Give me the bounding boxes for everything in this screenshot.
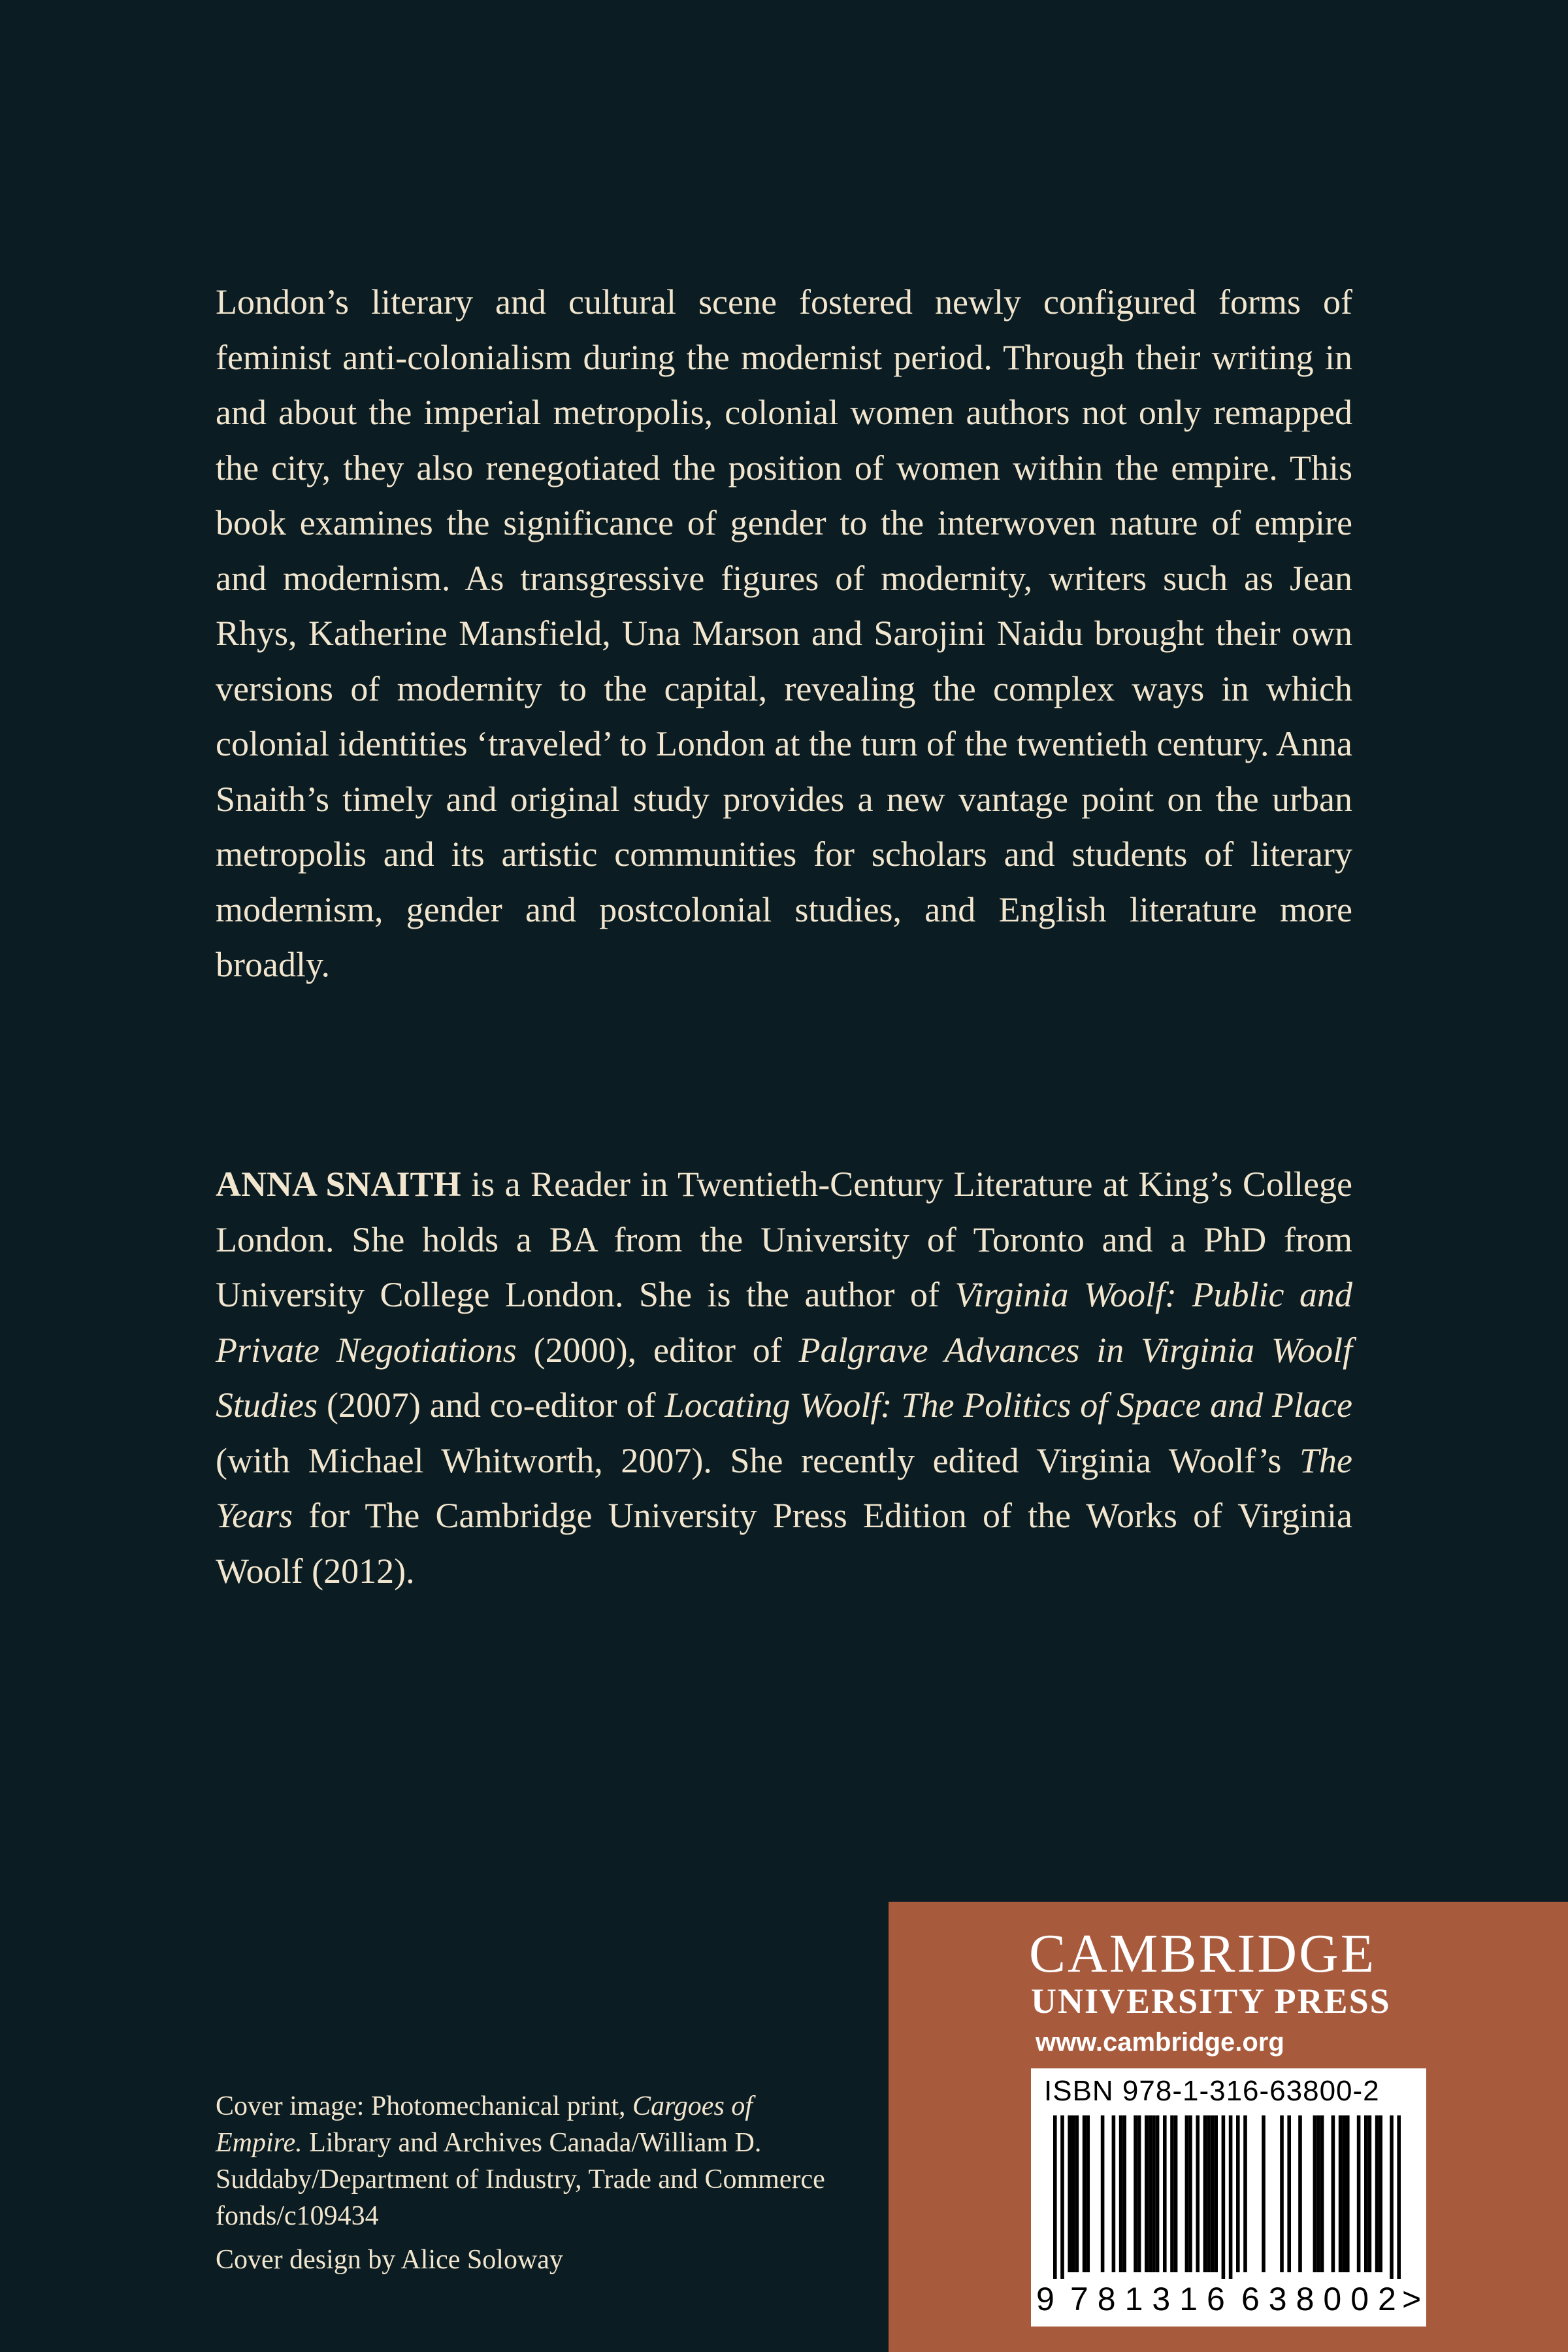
cover-design-credit: Cover design by Alice Soloway — [216, 2245, 563, 2275]
credit-suffix: Library and Archives Canada/William D. Suddaby/Department of Industry, Trade and Commerce fonds/c109434 — [216, 2128, 825, 2231]
barcode-bar — [1174, 2115, 1178, 2272]
barcode-bar — [1163, 2115, 1167, 2272]
barcode-bar — [1368, 2115, 1372, 2272]
barcode-bars-icon — [1044, 2115, 1413, 2279]
barcode-bar — [1316, 2115, 1320, 2272]
barcode-bar — [1379, 2115, 1382, 2272]
barcode-bar — [1298, 2115, 1302, 2272]
barcode-bar — [1211, 2115, 1215, 2272]
publisher-panel — [889, 1902, 1568, 2352]
author-name: ANNA SNAITH — [216, 1165, 461, 1204]
barcode-bar — [1390, 2115, 1394, 2279]
bio-text-2: (2000), editor of — [516, 1330, 799, 1370]
barcode-bar — [1375, 2115, 1379, 2272]
barcode-bar — [1086, 2115, 1090, 2272]
barcode-bar — [1071, 2115, 1075, 2272]
bio-work-1: Virginia Woolf: Public and Private Negotiations — [216, 1275, 1352, 1370]
barcode-bar — [1149, 2115, 1152, 2272]
barcode-bar — [1137, 2115, 1141, 2272]
barcode-bar — [1196, 2115, 1200, 2272]
barcode-bar — [1152, 2115, 1156, 2272]
barcode-bar — [1243, 2115, 1247, 2272]
barcode-bar — [1346, 2115, 1350, 2272]
barcode-bar — [1075, 2115, 1079, 2272]
bio-text-3: (2007) and co-editor of — [318, 1385, 665, 1425]
barcode-bar — [1357, 2115, 1361, 2272]
credit-prefix: Cover image: Photomechanical print, — [216, 2091, 632, 2121]
barcode-bar — [1229, 2115, 1233, 2279]
barcode-bar — [1053, 2115, 1057, 2279]
bio-text-1: is a Reader in Twentieth-Century Literature at King’s College London. She holds a BA from the University of Toronto and a PhD from University College London. She is the author of — [216, 1165, 1352, 1314]
bio-work-3: Locating Woolf: The Politics of Space and Place — [664, 1385, 1352, 1425]
barcode-bar — [1214, 2115, 1218, 2272]
barcode-bar — [1112, 2115, 1116, 2272]
barcode-bar — [1145, 2115, 1149, 2272]
barcode-bar — [1188, 2115, 1192, 2272]
barcode-bar — [1119, 2115, 1123, 2272]
barcode-bar — [1397, 2115, 1401, 2279]
bio-text-5: for The Cambridge University Press Edition of the Works of Virginia Woolf (2012). — [216, 1496, 1352, 1591]
barcode-bar — [1083, 2115, 1086, 2272]
barcode-bar — [1236, 2115, 1240, 2272]
barcode-bar — [1170, 2115, 1174, 2272]
barcode-digits — [1031, 2276, 1426, 2322]
barcode-bar — [1060, 2115, 1064, 2279]
author-biography — [216, 1157, 1352, 1598]
barcode-bar — [1339, 2115, 1343, 2272]
cover-image-credit — [216, 2088, 843, 2234]
barcode-bar — [1101, 2115, 1105, 2272]
barcode-bar — [1207, 2115, 1211, 2272]
barcode-first-digit: 9 — [1036, 2281, 1054, 2317]
isbn-barcode — [1031, 2068, 1426, 2327]
barcode-bar — [1068, 2115, 1071, 2272]
barcode-bar — [1262, 2115, 1266, 2272]
bio-text-4: (with Michael Whitworth, 2007). She recently edited Virginia Woolf’s — [216, 1440, 1299, 1480]
barcode-bar — [1122, 2115, 1126, 2272]
barcode-bar — [1203, 2115, 1207, 2272]
barcode-left-digits: 781316 — [1070, 2281, 1234, 2317]
publisher-url: www.cambridge.org — [1036, 2028, 1284, 2057]
barcode-bar — [1331, 2115, 1335, 2272]
publisher-logo-name: CAMBRIDGE — [1029, 1923, 1377, 1984]
barcode-bar — [1342, 2115, 1346, 2272]
barcode-bar — [1134, 2115, 1137, 2272]
barcode-bar — [1156, 2115, 1160, 2272]
barcode-bar — [1287, 2115, 1291, 2272]
book-description: London’s literary and cultural scene fostered newly configured forms of feminist anti-colonialism during the modernist period. Through their writing in and about the imperial metropolis, colonial women authors not only remapped the city, they also renegotiated the position of women within the empire. This book examines the significance of gender to the interwoven nature of empire and modernism. As transgressive figures of modernity, writers such as Jean Rhys, Katherine Mansfield, Una Marson and Sarojini Naidu brought their own versions of modernity to the capital, revealing the complex ways in which colonial identities ‘traveled’ to London at the turn of the twentieth century. Anna Snaith’s timely and original study provides a new vantage point on the urban metropolis and its artistic communities for scholars and students of literary modernism, gender and postcolonial studies, and English literature more broadly. — [216, 282, 1352, 984]
barcode-bar — [1313, 2115, 1317, 2272]
bio-work-4: The Years — [216, 1440, 1352, 1535]
barcode-arrow: > — [1402, 2281, 1422, 2317]
publisher-logo-subname: UNIVERSITY PRESS — [1031, 1981, 1391, 2021]
barcode-right-digits: 638002 — [1241, 2281, 1405, 2317]
barcode-bar — [1320, 2115, 1324, 2272]
barcode-bar — [1280, 2115, 1284, 2272]
isbn-label: ISBN 978-1-316-63800-2 — [1044, 2075, 1380, 2107]
bio-work-2: Palgrave Advances in Virginia Woolf Studies — [216, 1330, 1352, 1425]
credit-title: Cargoes of Empire. — [216, 2091, 753, 2158]
barcode-bar — [1185, 2115, 1189, 2272]
barcode-bar — [1364, 2115, 1368, 2272]
barcode-bar — [1222, 2115, 1226, 2279]
